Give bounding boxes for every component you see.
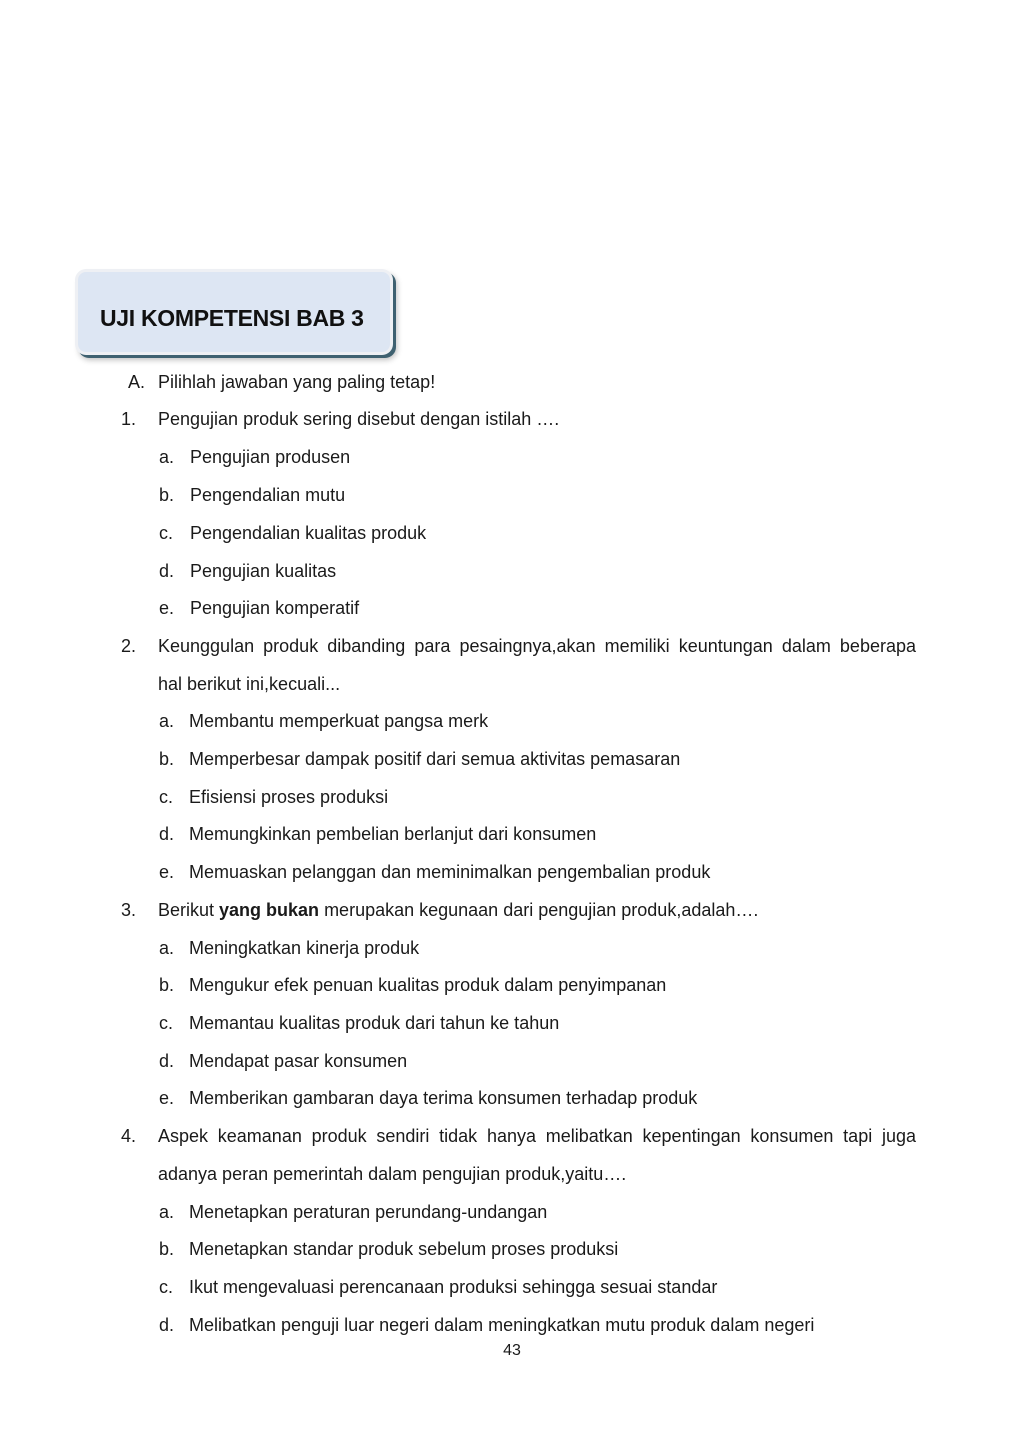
option-text: Pengujian kualitas: [190, 561, 337, 581]
option-text: Membantu memperkuat pangsa merk: [189, 711, 489, 731]
option-text: Pengendalian mutu: [190, 485, 346, 505]
question-2-text-line1: Keunggulan produk dibanding para pesaingnya,akan memiliki keuntungan dalam beberapa: [158, 636, 916, 656]
option-label: a.: [159, 447, 175, 467]
option-text: Meningkatkan kinerja produk: [189, 938, 420, 958]
option-label: d.: [159, 824, 175, 844]
option-text: Memuaskan pelanggan dan meminimalkan pengembalian produk: [189, 862, 711, 882]
section-title-box: [78, 272, 390, 352]
question-text: hal berikut ini,kecuali...: [158, 674, 341, 694]
option-label: c.: [159, 787, 174, 807]
option-text: Efisiensi proses produksi: [189, 787, 389, 807]
question-number: 4.: [121, 1126, 137, 1146]
question-text: Pengujian produk sering disebut dengan istilah ….: [158, 409, 560, 429]
option-text: Memantau kualitas produk dari tahun ke tahun: [189, 1013, 560, 1033]
question-text-post: merupakan kegunaan dari pengujian produk,adalah….: [319, 900, 759, 920]
option-text: Ikut mengevaluasi perencanaan produksi sehingga sesuai standar: [189, 1277, 718, 1297]
option-text: Menetapkan standar produk sebelum proses produksi: [189, 1239, 619, 1259]
option-text: Menetapkan peraturan perundang-undangan: [189, 1202, 548, 1222]
option-text: Memperbesar dampak positif dari semua aktivitas pemasaran: [189, 749, 681, 769]
option-text: Mendapat pasar konsumen: [189, 1051, 408, 1071]
option-label: e.: [159, 1088, 175, 1108]
question-number: 1.: [121, 409, 137, 429]
option-label: e.: [159, 862, 175, 882]
option-label: d.: [159, 561, 175, 581]
option-text: Pengujian produsen: [190, 447, 351, 467]
question-number: 2.: [121, 636, 137, 656]
option-label: d.: [159, 1051, 175, 1071]
option-text: Melibatkan penguji luar negeri dalam meningkatkan mutu produk dalam negeri: [189, 1315, 815, 1335]
section-label: A.: [128, 372, 146, 392]
question-4-text-line1: Aspek keamanan produk sendiri tidak hanya melibatkan kepentingan konsumen tapi juga: [158, 1126, 916, 1146]
section-title: UJI KOMPETENSI BAB 3: [100, 305, 364, 331]
option-label: a.: [159, 938, 175, 958]
option-label: a.: [159, 711, 175, 731]
option-label: b.: [159, 749, 175, 769]
question-text: adanya peran pemerintah dalam pengujian produk,yaitu….: [158, 1164, 627, 1184]
option-label: c.: [159, 1277, 174, 1297]
question-text-pre: Berikut: [158, 900, 220, 920]
section-text: Pilihlah jawaban yang paling tetap!: [158, 372, 436, 392]
option-text: Memungkinkan pembelian berlanjut dari konsumen: [189, 824, 597, 844]
option-text: Pengujian komperatif: [190, 598, 360, 618]
question-number: 3.: [121, 900, 137, 920]
question-text-emphasis: yang bukan: [219, 900, 320, 920]
option-label: b.: [159, 1239, 175, 1259]
option-text: Pengendalian kualitas produk: [190, 523, 427, 543]
option-text: Memberikan gambaran daya terima konsumen terhadap produk: [189, 1088, 698, 1108]
option-label: d.: [159, 1315, 175, 1335]
option-label: a.: [159, 1202, 175, 1222]
option-label: c.: [159, 523, 174, 543]
option-label: b.: [159, 975, 175, 995]
option-label: b.: [159, 485, 175, 505]
option-label: e.: [159, 598, 175, 618]
question-text: [158, 899, 758, 921]
option-label: c.: [159, 1013, 174, 1033]
page-number: 43: [503, 1342, 521, 1359]
option-text: Mengukur efek penuan kualitas produk dalam penyimpanan: [189, 975, 667, 995]
